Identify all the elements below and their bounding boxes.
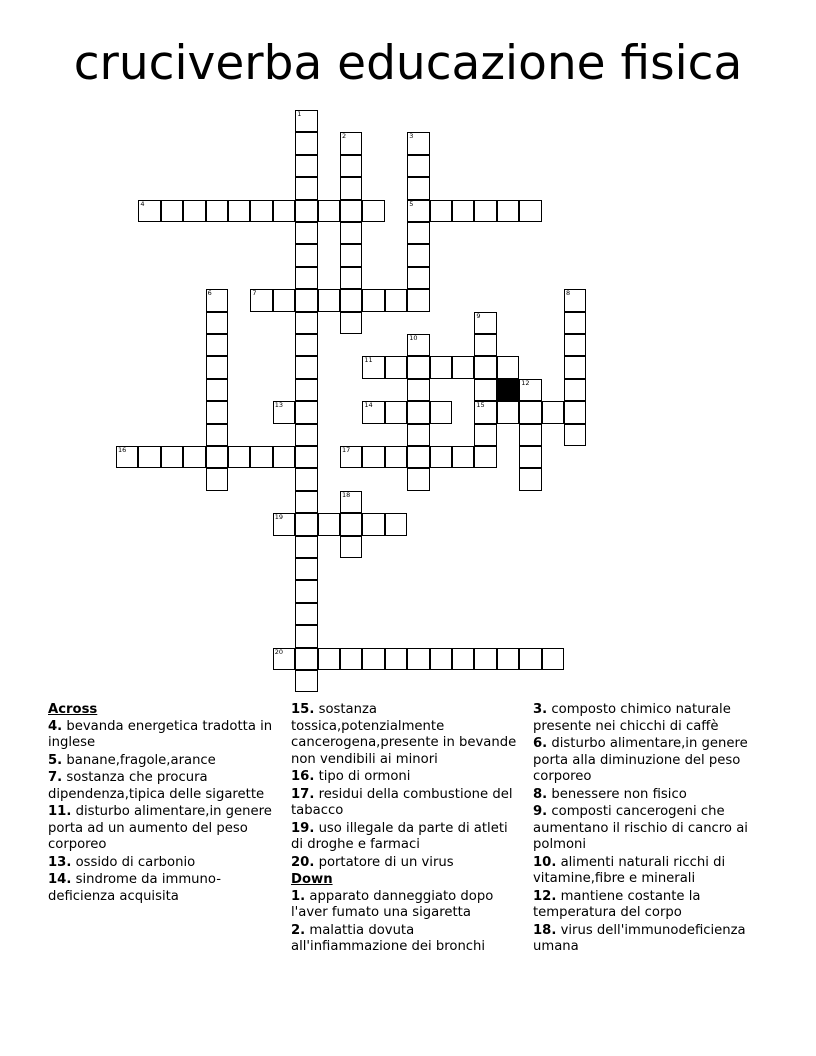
grid-cell[interactable] — [385, 289, 407, 311]
clue-number-label: 3 — [409, 132, 414, 141]
grid-cell[interactable] — [564, 289, 586, 311]
grid-cell[interactable] — [407, 289, 429, 311]
grid-cell[interactable] — [318, 513, 340, 535]
clue-number: 11. — [48, 804, 72, 819]
grid-cell[interactable] — [362, 401, 384, 423]
grid-cell[interactable] — [362, 648, 384, 670]
grid-cell[interactable] — [295, 132, 317, 154]
grid-cell[interactable] — [430, 200, 452, 222]
down-heading: Down — [291, 872, 333, 887]
grid-cell[interactable] — [206, 468, 228, 490]
grid-cell[interactable] — [542, 401, 564, 423]
grid-cell[interactable] — [407, 401, 429, 423]
grid-cell[interactable] — [497, 401, 519, 423]
clue-item — [48, 872, 280, 905]
grid-cell[interactable] — [340, 536, 362, 558]
grid-cell[interactable] — [452, 200, 474, 222]
grid-cell[interactable] — [206, 356, 228, 378]
clue-item — [291, 702, 523, 768]
across-heading: Across — [48, 702, 98, 717]
clue-number: 10. — [533, 854, 557, 870]
clue-number: 16. — [291, 769, 315, 784]
clue-text: malattia dovuta all'infiammazione dei bronchi — [291, 922, 486, 954]
clue-number: 15. — [291, 702, 315, 717]
grid-cell[interactable] — [497, 356, 519, 378]
grid-cell[interactable] — [250, 289, 272, 311]
grid-cell[interactable] — [340, 491, 362, 513]
grid-cell[interactable] — [519, 379, 541, 401]
grid-cell[interactable] — [295, 670, 317, 692]
grid-cell[interactable] — [206, 312, 228, 334]
grid-cell[interactable] — [273, 648, 295, 670]
grid-cell[interactable] — [295, 312, 317, 334]
grid-cell[interactable] — [295, 468, 317, 490]
clue-number-label: 7 — [252, 289, 257, 298]
clue-number: 20. — [291, 854, 315, 870]
grid-cell[interactable] — [340, 446, 362, 468]
grid-cell[interactable] — [340, 177, 362, 199]
grid-cell[interactable] — [452, 446, 474, 468]
grid-cell[interactable] — [430, 446, 452, 468]
clue-number: 14. — [48, 872, 72, 887]
grid-cell[interactable] — [407, 200, 429, 222]
clue-number-label: 15 — [476, 401, 485, 410]
clue-text: sostanza tossica,potenzialmente cancerogena,presente in bevande non vendibili ai minori — [291, 702, 517, 767]
clue-number: 2. — [291, 922, 306, 938]
grid-cell[interactable] — [385, 356, 407, 378]
clue-text: virus dell'immunodeficienza umana — [533, 922, 746, 954]
clue-text: sostanza che procura dipendenza,tipica delle sigarette — [48, 770, 265, 802]
clue-item — [291, 787, 523, 820]
grid-cell[interactable] — [295, 200, 317, 222]
grid-cell[interactable] — [385, 648, 407, 670]
clue-number-label: 4 — [140, 199, 145, 208]
grid-cell[interactable] — [430, 648, 452, 670]
clue-text: uso illegale da parte di atleti di droghe e farmaci — [291, 820, 508, 852]
clue-number: 3. — [533, 702, 548, 717]
clue-item — [533, 702, 769, 735]
clue-item — [291, 889, 523, 922]
grid-cell[interactable] — [295, 289, 317, 311]
grid-cell[interactable] — [407, 177, 429, 199]
clue-number-label: 19 — [274, 513, 284, 522]
clue-number-label: 14 — [364, 401, 373, 410]
clue-item — [291, 855, 523, 872]
grid-cell[interactable] — [474, 648, 496, 670]
grid-cell[interactable] — [295, 536, 317, 558]
grid-cell[interactable] — [497, 648, 519, 670]
grid-cell[interactable] — [295, 491, 317, 513]
grid-cell[interactable] — [273, 513, 295, 535]
grid-cell[interactable] — [295, 446, 317, 468]
grid-cell[interactable] — [407, 222, 429, 244]
clue-item — [291, 769, 523, 786]
clue-number-label: 13 — [274, 401, 284, 410]
clues-column-1 — [48, 702, 280, 906]
grid-cell[interactable] — [474, 379, 496, 401]
grid-cell[interactable] — [407, 132, 429, 154]
clue-text: disturbo alimentare,in genere porta ad un aumento del peso corporeo — [48, 804, 272, 852]
grid-cell[interactable] — [407, 244, 429, 266]
clue-item — [48, 753, 280, 770]
clue-text: banane,fragole,arance — [62, 752, 216, 768]
clues-column-3 — [533, 702, 769, 957]
clue-item — [48, 719, 280, 752]
grid-cell[interactable] — [564, 356, 586, 378]
grid-cell[interactable] — [340, 244, 362, 266]
grid-cell[interactable] — [250, 200, 272, 222]
clue-item — [533, 855, 769, 888]
clue-number: 17. — [291, 786, 315, 802]
grid-cell[interactable] — [250, 446, 272, 468]
grid-cell[interactable] — [340, 155, 362, 177]
grid-cell[interactable] — [519, 446, 541, 468]
grid-cell[interactable] — [564, 334, 586, 356]
clue-item — [533, 923, 769, 956]
clue-number-label: 16 — [118, 446, 127, 454]
grid-cell[interactable] — [474, 401, 496, 423]
grid-cell[interactable] — [295, 625, 317, 647]
grid-cell[interactable] — [407, 334, 429, 356]
grid-cell[interactable] — [295, 110, 317, 132]
grid-cell[interactable] — [407, 267, 429, 289]
grid-cell[interactable] — [295, 379, 317, 401]
grid-cell[interactable] — [295, 177, 317, 199]
grid-cell[interactable] — [519, 468, 541, 490]
grid-cell[interactable] — [161, 446, 183, 468]
grid-cell[interactable] — [340, 132, 362, 154]
grid-cell[interactable] — [362, 289, 384, 311]
grid-cell[interactable] — [273, 401, 295, 423]
clue-text: alimenti naturali ricchi di vitamine,fibre e minerali — [533, 854, 726, 886]
clue-number: 7. — [48, 770, 63, 785]
grid-cell[interactable] — [362, 513, 384, 535]
grid-cell[interactable] — [340, 648, 362, 670]
clue-number-label: 5 — [409, 199, 414, 208]
grid-cell[interactable] — [474, 312, 496, 334]
grid-cell[interactable] — [452, 648, 474, 670]
grid-cell[interactable] — [362, 356, 384, 378]
clue-item — [48, 770, 280, 803]
grid-cell[interactable] — [474, 424, 496, 446]
grid-cell[interactable] — [206, 401, 228, 423]
clue-number: 4. — [48, 718, 63, 734]
grid-cell[interactable] — [228, 446, 250, 468]
grid-cell[interactable] — [362, 446, 384, 468]
clue-number: 18. — [533, 922, 557, 938]
clue-number: 1. — [291, 888, 306, 904]
clue-text: portatore di un virus — [314, 854, 454, 870]
clue-item — [533, 736, 769, 786]
grid-cell[interactable] — [407, 648, 429, 670]
clue-item — [291, 821, 523, 854]
clue-number-label: 20 — [274, 647, 284, 656]
grid-cell[interactable] — [295, 558, 317, 580]
clue-text: residui della combustione del tabacco — [291, 786, 513, 818]
grid-cell[interactable] — [430, 401, 452, 423]
clue-number-label: 11 — [364, 356, 373, 365]
grid-cell[interactable] — [430, 356, 452, 378]
clue-item — [48, 804, 280, 854]
clue-number: 19. — [291, 820, 315, 836]
grid-cell[interactable] — [295, 356, 317, 378]
grid-cell[interactable] — [318, 289, 340, 311]
clue-item — [533, 889, 769, 922]
grid-cell[interactable] — [295, 648, 317, 670]
grid-cell[interactable] — [385, 513, 407, 535]
grid-cell[interactable] — [138, 200, 160, 222]
clue-text: composti cancerogeni che aumentano il rischio di cancro ai polmoni — [533, 804, 748, 852]
clue-text: sindrome da immuno-deficienza acquisita — [48, 872, 221, 904]
grid-cell[interactable] — [519, 424, 541, 446]
grid-cell[interactable] — [206, 424, 228, 446]
grid-cell[interactable] — [340, 312, 362, 334]
clue-number: 6. — [533, 736, 548, 751]
grid-cell[interactable] — [161, 200, 183, 222]
grid-cell[interactable] — [340, 200, 362, 222]
clue-text: bevanda energetica tradotta in inglese — [48, 718, 273, 750]
clue-number-label: 18 — [342, 490, 351, 499]
grid-cell[interactable] — [295, 334, 317, 356]
grid-cell[interactable] — [564, 312, 586, 334]
grid-cell[interactable] — [318, 648, 340, 670]
clue-number-label: 6 — [207, 289, 212, 298]
clue-number-label: 2 — [342, 132, 347, 141]
grid-cell[interactable] — [206, 379, 228, 401]
clue-number-label: 9 — [476, 311, 481, 320]
grid-cell[interactable] — [474, 200, 496, 222]
grid-cell[interactable] — [474, 356, 496, 378]
grid-cell[interactable] — [362, 200, 384, 222]
grid-cell[interactable] — [542, 648, 564, 670]
black-cell — [497, 379, 519, 401]
clue-item — [533, 804, 769, 854]
grid-cell[interactable] — [273, 446, 295, 468]
grid-cell[interactable] — [407, 356, 429, 378]
grid-cell[interactable] — [385, 446, 407, 468]
grid-cell[interactable] — [474, 334, 496, 356]
grid-cell[interactable] — [183, 200, 205, 222]
grid-cell[interactable] — [295, 267, 317, 289]
grid-cell[interactable] — [340, 222, 362, 244]
clue-number: 9. — [533, 804, 548, 819]
grid-cell[interactable] — [228, 200, 250, 222]
grid-cell[interactable] — [295, 424, 317, 446]
grid-cell[interactable] — [497, 200, 519, 222]
grid-cell[interactable] — [295, 155, 317, 177]
grid-cell[interactable] — [564, 401, 586, 423]
grid-cell[interactable] — [206, 200, 228, 222]
grid-cell[interactable] — [340, 513, 362, 535]
grid-cell[interactable] — [519, 401, 541, 423]
grid-cell[interactable] — [519, 200, 541, 222]
clues-column-2 — [291, 702, 523, 957]
clue-number-label: 17 — [342, 446, 351, 454]
clue-number: 8. — [533, 786, 548, 802]
clue-text: ossido di carbonio — [71, 854, 196, 870]
grid-cell[interactable] — [206, 446, 228, 468]
grid-cell[interactable] — [206, 334, 228, 356]
grid-cell[interactable] — [564, 379, 586, 401]
grid-cell[interactable] — [407, 468, 429, 490]
clue-item — [533, 787, 769, 804]
grid-cell[interactable] — [340, 267, 362, 289]
grid-cell[interactable] — [206, 289, 228, 311]
grid-cell[interactable] — [452, 356, 474, 378]
grid-cell[interactable] — [273, 200, 295, 222]
grid-cell[interactable] — [295, 401, 317, 423]
grid-cell[interactable] — [407, 446, 429, 468]
clue-text: apparato danneggiato dopo l'aver fumato una sigaretta — [291, 888, 494, 920]
grid-cell[interactable] — [295, 513, 317, 535]
grid-cell[interactable] — [318, 200, 340, 222]
grid-cell[interactable] — [295, 244, 317, 266]
clue-text: tipo di ormoni — [314, 769, 411, 784]
clue-number: 12. — [533, 888, 557, 904]
grid-cell[interactable] — [519, 648, 541, 670]
grid-cell[interactable] — [273, 289, 295, 311]
clue-number: 5. — [48, 752, 63, 768]
clue-text: mantiene costante la temperatura del corpo — [533, 888, 701, 920]
grid-cell[interactable] — [116, 446, 138, 468]
clue-number: 13. — [48, 854, 72, 870]
grid-cell[interactable] — [407, 155, 429, 177]
grid-cell[interactable] — [183, 446, 205, 468]
grid-cell[interactable] — [295, 603, 317, 625]
grid-cell[interactable] — [295, 580, 317, 602]
grid-cell[interactable] — [564, 424, 586, 446]
grid-cell[interactable] — [407, 424, 429, 446]
clue-item — [291, 923, 523, 956]
puzzle-title: cruciverba educazione fisica — [73, 36, 743, 91]
clue-number-label: 1 — [297, 110, 302, 118]
grid-cell[interactable] — [295, 222, 317, 244]
grid-cell[interactable] — [385, 401, 407, 423]
grid-cell[interactable] — [474, 446, 496, 468]
clue-text: benessere non fisico — [547, 786, 687, 802]
grid-cell[interactable] — [407, 379, 429, 401]
clue-number-label: 8 — [566, 289, 571, 298]
clue-text: composto chimico naturale presente nei chicchi di caffè — [533, 702, 731, 734]
clue-text: disturbo alimentare,in genere porta alla diminuzione del peso corporeo — [533, 736, 748, 784]
clue-number-label: 10 — [409, 334, 418, 342]
clue-number-label: 12 — [521, 378, 530, 387]
grid-cell[interactable] — [138, 446, 160, 468]
clue-item — [48, 855, 280, 872]
grid-cell[interactable] — [340, 289, 362, 311]
